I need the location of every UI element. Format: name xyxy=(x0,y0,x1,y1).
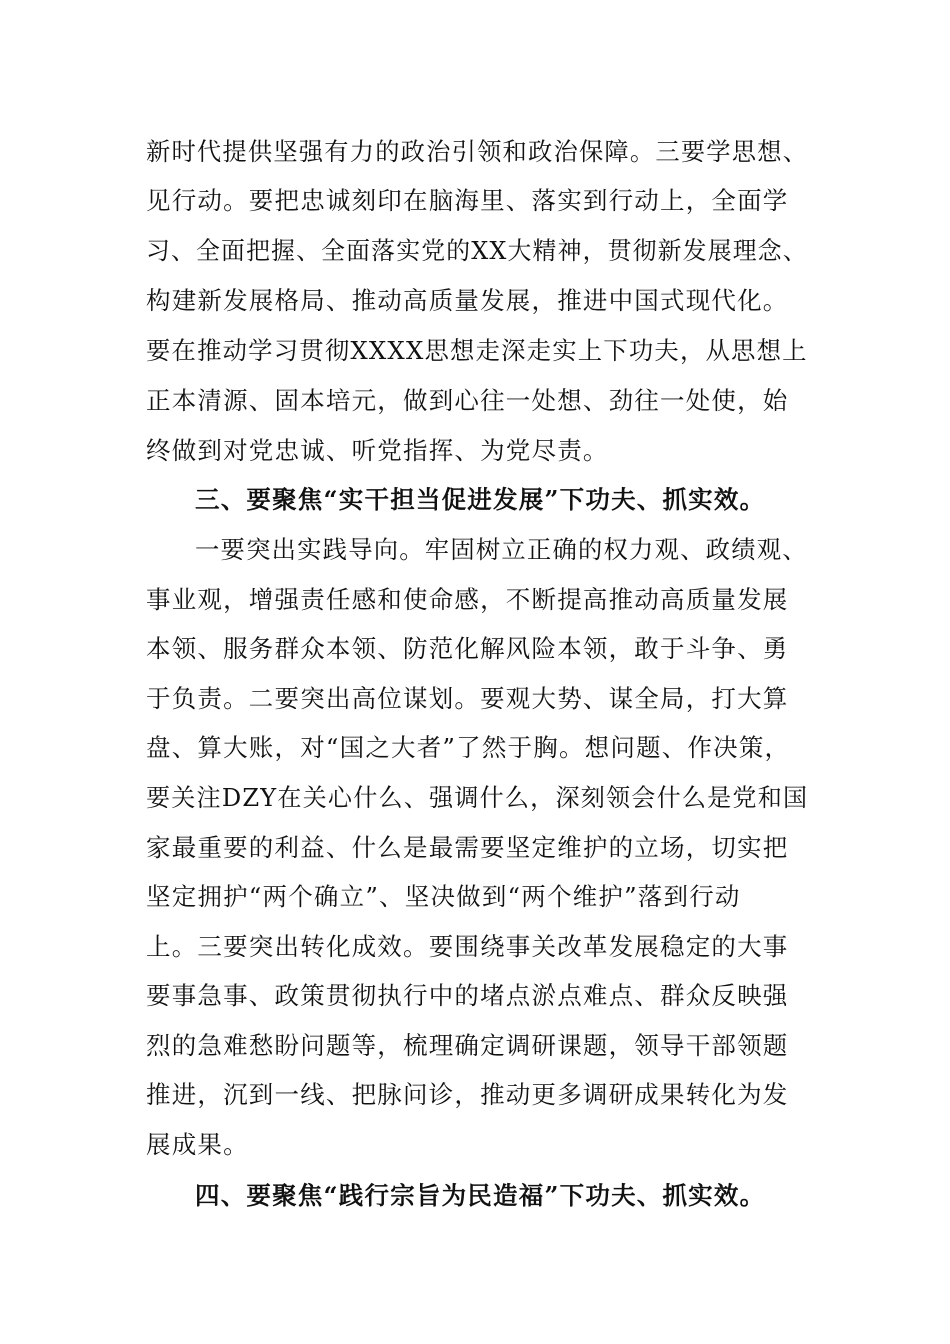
paragraph-line: 新时代提供坚强有力的政治引领和政治保障。三要学思想、 xyxy=(146,137,809,166)
paragraph-line: 烈的急难愁盼问题等，梳理确定调研课题，领导干部领题 xyxy=(146,1031,789,1060)
paragraph-line: 盘、算大账，对“国之大者”了然于胸。想问题、作决策， xyxy=(146,733,791,762)
section-heading-4: 四、要聚焦“践行宗旨为民造福”下功夫、抓实效。 xyxy=(195,1181,766,1210)
paragraph-line: 于负责。二要突出高位谋划。要观大势、谋全局，打大算 xyxy=(146,684,789,713)
paragraph-line: 推进，沉到一线、把脉问诊，推动更多调研成果转化为发 xyxy=(146,1080,789,1109)
paragraph-line: 要事急事、政策贯彻执行中的堵点淤点难点、群众反映强 xyxy=(146,981,789,1010)
section-heading-3: 三、要聚焦“实干担当促进发展”下功夫、抓实效。 xyxy=(195,485,766,514)
paragraph-line: 家最重要的利益、什么是最需要坚定维护的立场，切实把 xyxy=(146,833,789,862)
paragraph-line: 见行动。要把忠诚刻印在脑海里、落实到行动上，全面学 xyxy=(146,186,789,215)
paragraph-line: 本领、服务群众本领、防范化解风险本领，敢于斗争、勇 xyxy=(146,634,789,663)
paragraph-line: 坚定拥护“两个确立”、坚决做到“两个维护”落到行动 xyxy=(146,882,741,911)
paragraph-line: 习、全面把握、全面落实党的XX大精神，贯彻新发展理念、 xyxy=(146,236,808,265)
paragraph-line: 终做到对党忠诚、听党指挥、为党尽责。 xyxy=(146,436,609,465)
paragraph-line: 要关注DZY在关心什么、强调什么，深刻领会什么是党和国 xyxy=(146,783,809,812)
paragraph-line: 上。三要突出转化成效。要围绕事关改革发展稳定的大事 xyxy=(146,932,789,961)
paragraph-line: 正本清源、固本培元，做到心往一处想、劲往一处使，始 xyxy=(146,386,789,415)
paragraph-line: 展成果。 xyxy=(146,1130,249,1159)
paragraph-line: 要在推动学习贯彻XXXX思想走深走实上下功夫，从思想上 xyxy=(146,336,808,365)
paragraph-line: 事业观，增强责任感和使命感，不断提高推动高质量发展 xyxy=(146,585,789,614)
paragraph-line: 构建新发展格局、推动高质量发展，推进中国式现代化。 xyxy=(146,286,789,315)
paragraph-line: 一要突出实践导向。牢固树立正确的权力观、政绩观、 xyxy=(195,535,808,564)
